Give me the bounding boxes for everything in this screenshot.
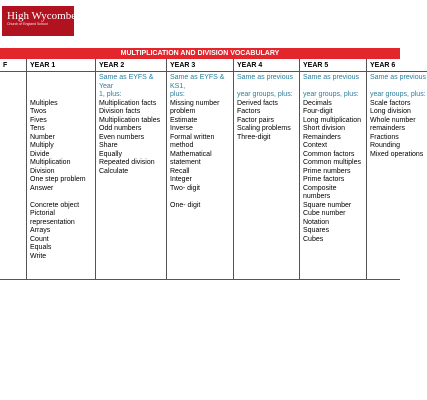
vocabulary-term: Repeated division	[99, 159, 155, 166]
column-year-4	[234, 59, 300, 280]
vocabulary-term: Number	[30, 133, 55, 141]
spacer	[30, 74, 95, 83]
vocabulary-term: Common factors	[303, 150, 355, 158]
intro-text: Same as EYFS &	[170, 74, 225, 81]
vocabulary-term: Estimate	[170, 116, 198, 124]
spacer	[237, 83, 299, 92]
vocabulary-term: Three-digit	[237, 133, 271, 141]
vocabulary-term: Notation	[303, 218, 330, 226]
logo-name: High Wycombe	[7, 10, 77, 22]
intro-text: plus:	[170, 91, 185, 98]
intro-text: Same as previous	[237, 74, 294, 81]
vocabulary-term: Remainders	[303, 133, 341, 141]
vocabulary-term: Squares	[303, 227, 330, 234]
vocabulary-term: Composite	[303, 184, 337, 192]
vocabulary-term: Factor pairs	[237, 116, 274, 124]
vocabulary-term: Decimals	[303, 99, 332, 107]
vocabulary-term: Integer	[170, 176, 192, 183]
vocabulary-term: Arrays	[30, 227, 51, 234]
vocabulary-term: Missing number	[170, 99, 220, 107]
column-body	[96, 72, 166, 176]
vocabulary-term: Recall	[170, 167, 190, 175]
column-body	[367, 72, 427, 159]
column-header: YEAR 1	[27, 59, 95, 72]
vocabulary-term: One step problem	[30, 176, 86, 183]
column-year-3	[167, 59, 234, 280]
vocabulary-term: Mixed operations	[370, 150, 424, 158]
vocabulary-term: Multiplication facts	[99, 99, 157, 107]
column-year-1	[27, 59, 96, 280]
vocabulary-term: problem	[170, 108, 196, 115]
column-year-6	[367, 59, 427, 280]
column-year-2	[96, 59, 167, 280]
vocabulary-term: Derived facts	[237, 99, 278, 107]
vocabulary-term: Whole number	[370, 116, 416, 124]
vocabulary-term: Cubes	[303, 235, 324, 243]
school-logo	[2, 6, 77, 36]
vocabulary-term: Scaling problems	[237, 125, 291, 132]
logo-tagline: Church of England School	[7, 22, 48, 26]
spacer	[30, 83, 95, 92]
column-body	[167, 72, 233, 210]
column-header: YEAR 4	[234, 59, 299, 72]
vocabulary-term: Inverse	[170, 125, 193, 132]
column-header: YEAR 2	[96, 59, 166, 72]
vocabulary-term: Even numbers	[99, 133, 145, 141]
vocabulary-term: numbers	[303, 193, 331, 200]
vocabulary-term: Tens	[30, 125, 45, 132]
vocabulary-term: Multiplication	[30, 159, 71, 166]
intro-text: KS1,	[170, 82, 186, 90]
vocabulary-term: Odd numbers	[99, 125, 142, 132]
vocabulary-term: Fives	[30, 116, 47, 124]
spacer	[303, 83, 366, 92]
vocabulary-term: Factors	[237, 108, 261, 115]
vocabulary-term: Square number	[303, 201, 352, 209]
vocabulary-term: representation	[30, 218, 75, 226]
vocabulary-term: Equally	[99, 150, 122, 158]
vocabulary-term: Scale factors	[370, 99, 411, 107]
vocabulary-term: One- digit	[170, 201, 201, 209]
column-header: YEAR 6	[367, 59, 427, 72]
vocabulary-term: Divide	[30, 150, 50, 158]
vocabulary-term: Short division	[303, 125, 346, 132]
vocabulary-term: Pictorial	[30, 210, 55, 217]
vocabulary-term: Context	[303, 142, 328, 149]
intro-text: Same as previous	[370, 74, 427, 81]
vocabulary-term: Multiply	[30, 142, 54, 149]
page-title: MULTIPLICATION AND DIVISION VOCABULARY	[0, 48, 400, 59]
vocabulary-term: remainders	[370, 125, 406, 132]
vocabulary-table	[0, 59, 427, 280]
intro-text: 1, plus:	[99, 91, 122, 98]
vocabulary-term: Multiples	[30, 99, 58, 107]
vocabulary-term: Prime factors	[303, 176, 345, 183]
spacer	[170, 193, 233, 202]
column-header: F	[0, 59, 26, 72]
column-body	[300, 72, 366, 244]
vocabulary-term: Multiplication tables	[99, 116, 161, 124]
vocabulary-term: Concrete object	[30, 201, 80, 209]
vocabulary-term: Write	[30, 252, 47, 260]
vocabulary-term: Twos	[30, 108, 47, 115]
column-year-5	[300, 59, 367, 280]
vocabulary-term: Prime numbers	[303, 167, 351, 175]
column-foundation	[0, 59, 27, 280]
spacer	[30, 193, 95, 202]
vocabulary-term: Common multiples	[303, 159, 361, 166]
vocabulary-term: Calculate	[99, 167, 129, 175]
vocabulary-term: Two- digit	[170, 184, 200, 192]
vocabulary-term: Answer	[30, 184, 54, 192]
vocabulary-term: Rounding	[370, 142, 400, 149]
column-header: YEAR 3	[167, 59, 233, 72]
vocabulary-term: Division	[30, 167, 55, 175]
column-body	[27, 72, 95, 261]
vocabulary-term: Share	[99, 142, 118, 149]
vocabulary-term: statement	[170, 159, 201, 166]
spacer	[30, 91, 95, 100]
vocabulary-term: Long division	[370, 108, 411, 115]
column-body	[0, 72, 26, 74]
vocabulary-term: Fractions	[370, 133, 399, 141]
column-header: YEAR 5	[300, 59, 366, 72]
vocabulary-term: Mathematical	[170, 150, 212, 158]
vocabulary-term: Equals	[30, 244, 52, 251]
vocabulary-term: method	[170, 142, 194, 149]
spacer	[370, 83, 427, 92]
vocabulary-term: Formal written	[170, 133, 215, 141]
column-body	[234, 72, 299, 142]
vocabulary-term: Cube number	[303, 210, 346, 217]
vocabulary-term: Four-digit	[303, 108, 333, 115]
vocabulary-term: Division facts	[99, 108, 141, 115]
intro-text: Same as EYFS &	[99, 74, 154, 81]
vocabulary-term: Count	[30, 235, 49, 243]
intro-text: year groups, plus:	[303, 91, 359, 98]
intro-text: year groups, plus:	[237, 91, 293, 98]
vocabulary-term: Long multiplication	[303, 116, 361, 124]
intro-text: Year	[99, 82, 114, 90]
intro-text: Same as previous	[303, 74, 360, 81]
intro-text: year groups, plus:	[370, 91, 426, 98]
